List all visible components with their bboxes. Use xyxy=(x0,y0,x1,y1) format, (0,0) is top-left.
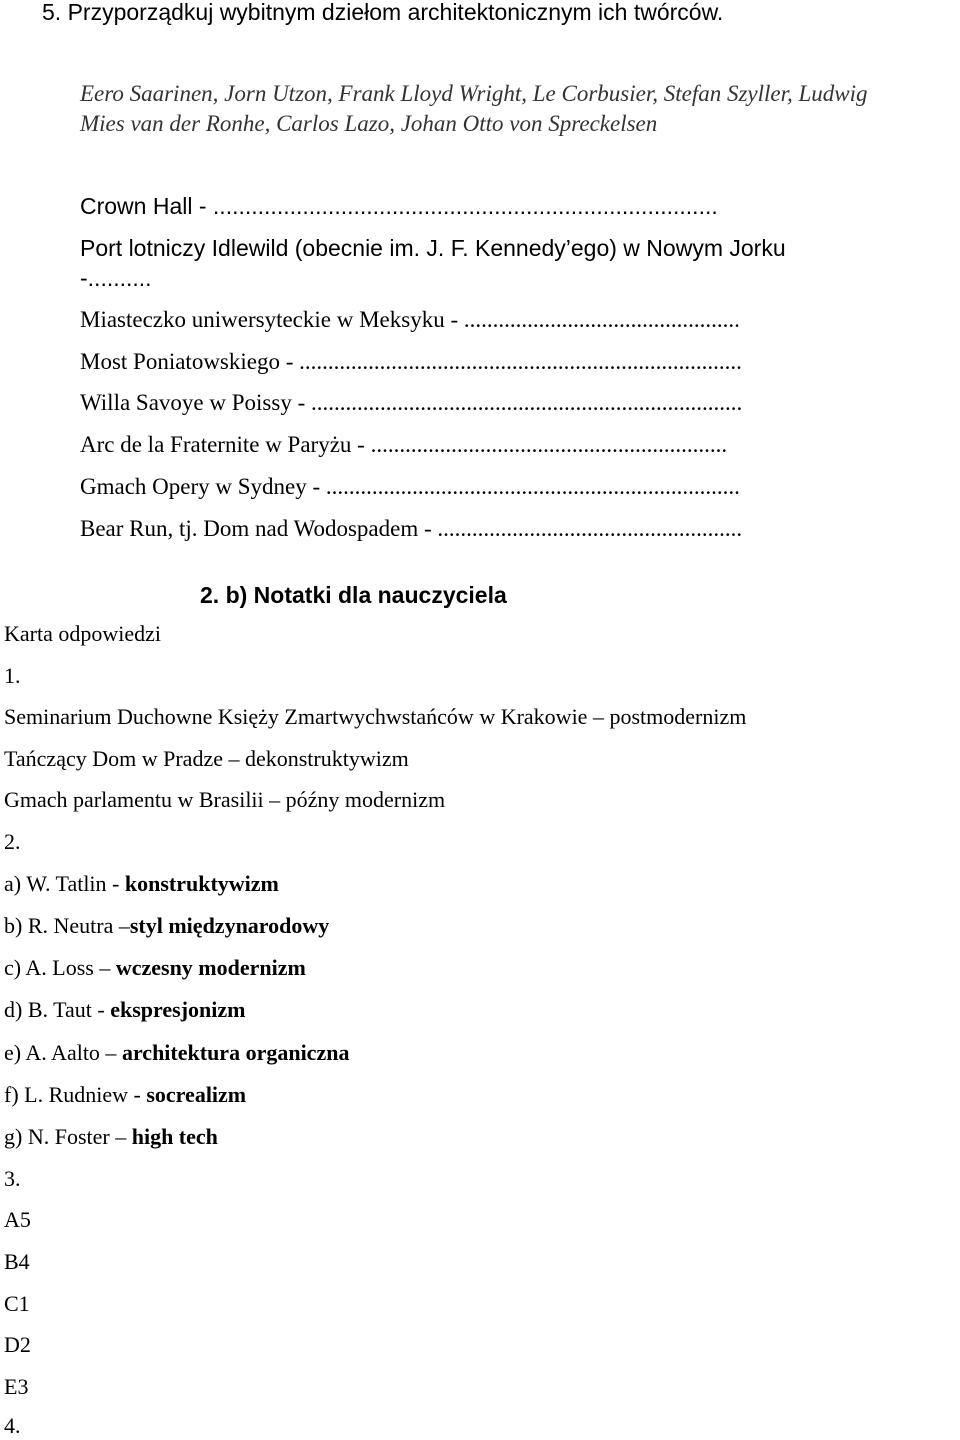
task-title: 5. Przyporządkuj wybitnym dziełom architektonicznym ich twórców. xyxy=(42,0,724,25)
q1-number: 1. xyxy=(4,663,21,688)
q2-answer-c: c) A. Loss – wczesny modernizm xyxy=(4,955,306,980)
q2-number: 2. xyxy=(4,829,21,854)
item-bear-run: Bear Run, tj. Dom nad Wodospadem - ..................................................... xyxy=(80,516,743,541)
q3-answer-c: C1 xyxy=(4,1291,30,1316)
item-willa-savoye: Willa Savoye w Poissy - ........................................................................... xyxy=(80,390,743,415)
q1-answer-2: Tańczący Dom w Pradze – dekonstruktywizm xyxy=(4,746,409,771)
q3-answer-d: D2 xyxy=(4,1332,31,1357)
q3-answer-a: A5 xyxy=(4,1207,31,1232)
q4-number: 4. xyxy=(4,1413,21,1438)
q1-answer-1: Seminarium Duchowne Księży Zmartwychwstańców w Krakowie – postmodernizm xyxy=(4,704,747,729)
q1-answer-3: Gmach parlamentu w Brasilii – późny modernizm xyxy=(4,787,446,812)
architects-line-1: Eero Saarinen, Jorn Utzon, Frank Lloyd Wright, Le Corbusier, Stefan Szyller, Ludwig xyxy=(80,81,868,106)
q2-answer-f: f) L. Rudniew - socrealizm xyxy=(4,1082,247,1107)
item-idlewild: Port lotniczy Idlewild (obecnie im. J. F. Kennedy’ego) w Nowym Jorku xyxy=(80,235,786,261)
answer-key-title: Karta odpowiedzi xyxy=(4,621,161,646)
q2-answer-b: b) R. Neutra –styl międzynarodowy xyxy=(4,913,330,938)
item-idlewild-blank: -.......... xyxy=(80,265,152,291)
item-arc-fraternite: Arc de la Fraternite w Paryżu - .............................................................. xyxy=(80,432,728,457)
q3-number: 3. xyxy=(4,1166,21,1191)
section-heading: 2. b) Notatki dla nauczyciela xyxy=(200,582,507,608)
q3-answer-b: B4 xyxy=(4,1249,30,1274)
q3-answer-e: E3 xyxy=(4,1374,29,1399)
item-crown-hall: Crown Hall - ............................................................................... xyxy=(80,193,718,219)
architects-line-2: Mies van der Ronhe, Carlos Lazo, Johan Otto von Spreckelsen xyxy=(80,111,658,136)
item-most-poniatowskiego: Most Poniatowskiego - ............................................................................. xyxy=(80,349,742,374)
q2-answer-g: g) N. Foster – high tech xyxy=(4,1124,218,1149)
item-opera-sydney: Gmach Opery w Sydney - ........................................................................ xyxy=(80,474,740,499)
q2-answer-a: a) W. Tatlin - konstruktywizm xyxy=(4,871,279,896)
q2-answer-d: d) B. Taut - ekspresjonizm xyxy=(4,997,246,1022)
q2-answer-e: e) A. Aalto – architektura organiczna xyxy=(4,1040,350,1065)
item-meksyk: Miasteczko uniwersyteckie w Meksyku - ................................................ xyxy=(80,307,740,332)
